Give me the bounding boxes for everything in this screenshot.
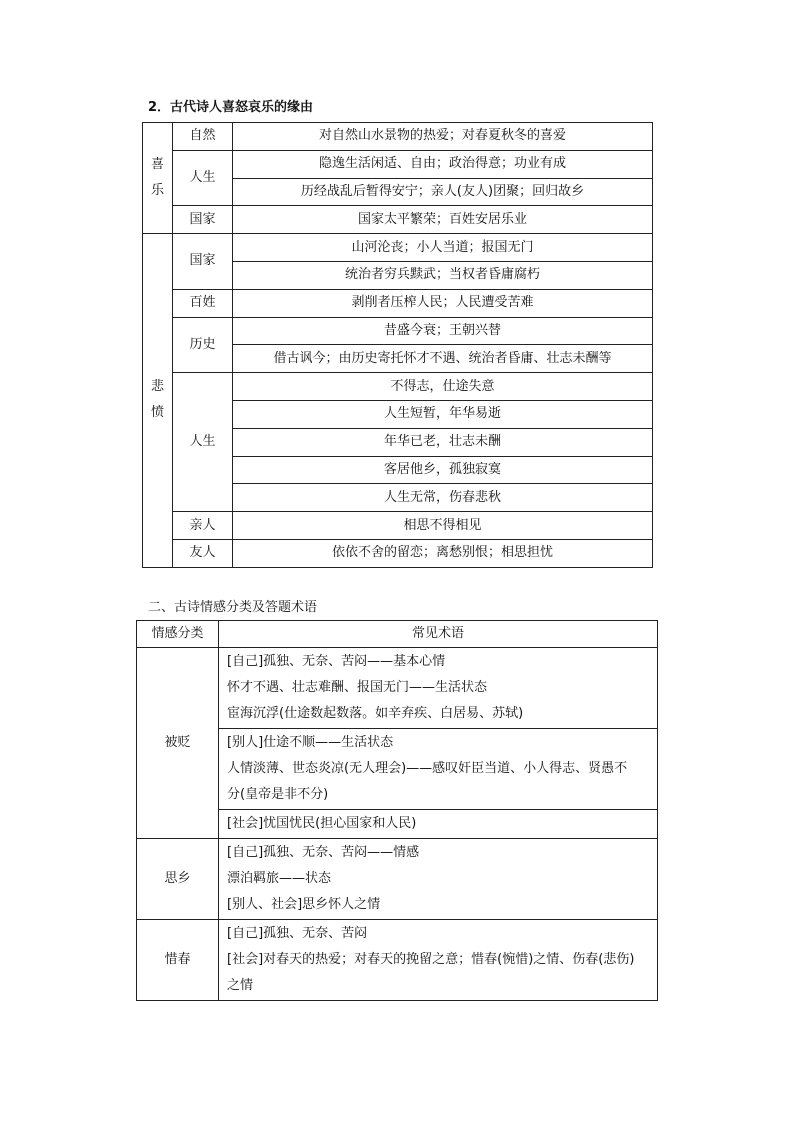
table-row [137, 839, 658, 920]
terms-block [219, 648, 658, 729]
sub-category: 国家 [173, 234, 233, 290]
group-label [143, 123, 173, 234]
terms-block [219, 920, 658, 1001]
cause-item: 剥削者压榨人民；人民遭受苦难 [233, 289, 653, 317]
cause-item: 隐逸生活闲适、自由；政治得意；功业有成 [233, 150, 653, 178]
cause-item: 历经战乱后暂得安宁；亲人(友人)团聚；回归故乡 [233, 178, 653, 206]
table-row [143, 289, 653, 317]
table-row [143, 317, 653, 345]
cause-item: 对自然山水景物的热爱；对春夏秋冬的喜爱 [233, 123, 653, 151]
terms-block [219, 810, 658, 839]
cause-item: 人生无常，伤春悲秋 [233, 484, 653, 512]
table-row [143, 512, 653, 540]
sub-category: 自然 [173, 123, 233, 151]
sub-category: 国家 [173, 206, 233, 234]
terms-line: [社会]对春天的热爱；对春天的挽留之意；惜春(惋惜)之情、伤春(悲伤) [227, 952, 635, 967]
emotion-category: 思乡 [137, 839, 219, 920]
group-label-char: 喜 [150, 157, 164, 173]
group-label [143, 234, 173, 568]
terms-line: 人情淡薄、世态炎凉(无人理会)——感叹奸臣当道、小人得志、贤愚不 [227, 761, 628, 776]
cause-item: 统治者穷兵黩武；当权者昏庸腐朽 [233, 261, 653, 289]
table-row [143, 234, 653, 262]
sub-category: 人生 [173, 373, 233, 512]
emotion-cause-table [142, 122, 653, 568]
cause-item: 相思不得相见 [233, 512, 653, 540]
cause-item: 借古讽今；由历史寄托怀才不遇、统治者昏庸、壮志未酬等 [233, 345, 653, 373]
sub-category: 友人 [173, 539, 233, 567]
cause-item: 年华已老，壮志未酬 [233, 428, 653, 456]
group-label-char: 乐 [150, 183, 164, 199]
table-row [137, 648, 658, 729]
header-category: 情感分类 [137, 621, 219, 648]
terms-line: [别人]仕途不顺——生活状态 [227, 735, 394, 750]
sub-category: 亲人 [173, 512, 233, 540]
terms-line: 宦海沉浮(仕途数起数落。如辛弃疾、白居易、苏轼) [227, 706, 524, 721]
header-terms: 常见术语 [219, 621, 658, 648]
terms-line: [社会]忧国忧民(担心国家和人民) [227, 816, 417, 831]
terms-line: 之情 [227, 978, 254, 993]
table-row [143, 123, 653, 151]
table-row [143, 539, 653, 567]
cause-item: 客居他乡，孤独寂寞 [233, 456, 653, 484]
terms-line: [自己]孤独、无奈、苦闷——基本心情 [227, 654, 446, 669]
terms-line: 分(皇帝是非不分) [227, 787, 329, 802]
terms-line: [自己]孤独、无奈、苦闷 [227, 926, 368, 941]
sub-category: 历史 [173, 317, 233, 373]
cause-item: 不得志，仕途失意 [233, 373, 653, 401]
emotion-category: 惜春 [137, 920, 219, 1001]
sub-category: 百姓 [173, 289, 233, 317]
table-row [143, 206, 653, 234]
terms-line: [自己]孤独、无奈、苦闷——情感 [227, 845, 420, 860]
sub-category: 人生 [173, 150, 233, 206]
cause-item: 国家太平繁荣；百姓安居乐业 [233, 206, 653, 234]
table-row [137, 920, 658, 1001]
table-header-row [137, 621, 658, 648]
table-row [143, 150, 653, 178]
emotion-category: 被贬 [137, 648, 219, 839]
cause-item: 人生短暂，年华易逝 [233, 400, 653, 428]
emotion-terms-table [136, 620, 658, 1001]
cause-item: 依依不舍的留恋；离愁别恨；相思担忧 [233, 539, 653, 567]
terms-line: [别人、社会]思乡怀人之情 [227, 897, 381, 912]
section1-title: 2．古代诗人喜怒哀乐的缘由 [148, 100, 314, 115]
terms-block [219, 839, 658, 920]
group-label-char: 愤 [150, 405, 164, 421]
table-row [143, 373, 653, 401]
terms-line: 怀才不遇、壮志难酬、报国无门——生活状态 [227, 680, 488, 695]
section2-title: 二、古诗情感分类及答题术语 [148, 600, 318, 615]
terms-line: 漂泊羁旅——状态 [227, 871, 332, 886]
cause-item: 山河沦丧；小人当道；报国无门 [233, 234, 653, 262]
terms-block [219, 729, 658, 810]
cause-item: 昔盛今衰；王朝兴替 [233, 317, 653, 345]
group-label-char: 悲 [150, 379, 164, 395]
